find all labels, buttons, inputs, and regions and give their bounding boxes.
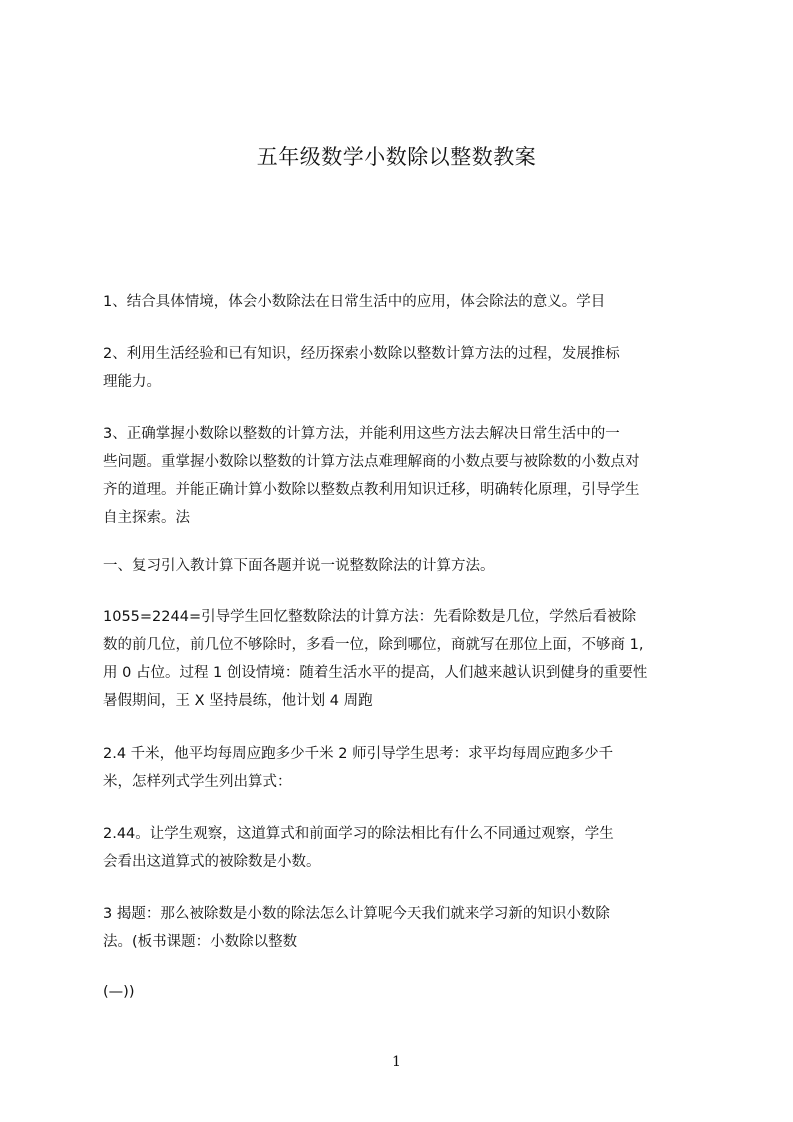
paragraph-line: 2.4 千米，他平均每周应跑多少千米 2 师引导学生思考：求平均每周应跑多少千 <box>103 746 614 762</box>
paragraph-line: 一、复习引入教计算下面各题并说一说整数除法的计算方法。 <box>103 558 495 574</box>
paragraph-line: 米，怎样列式学生列出算式： <box>103 774 292 790</box>
paragraph-line: 3、正确掌握小数除以整数的计算方法，并能利用这些方法去解决日常生活中的一 <box>103 426 620 442</box>
paragraph-line: 2、利用生活经验和已有知识，经历探索小数除以整数计算方法的过程，发展推标 <box>103 346 620 362</box>
paragraph-7 <box>103 820 711 876</box>
paragraph-1 <box>103 288 711 316</box>
paragraph-line: 些问题。重掌握小数除以整数的计算方法点难理解商的小数点要与被除数的小数点对 <box>103 454 640 470</box>
paragraph-4 <box>103 552 711 580</box>
paragraph-line: 齐的道理。并能正确计算小数除以整数点教利用知识迁移，明确转化原理，引导学生 <box>103 482 640 498</box>
paragraph-line: 用 0 占位。过程 1 创设情境：随着生活水平的提高，人们越来越认识到健身的重要性 <box>103 665 648 681</box>
paragraph-line: 会看出这道算式的被除数是小数。 <box>103 854 321 870</box>
paragraph-line: 2.44。让学生观察，这道算式和前面学习的除法相比有什么不同通过观察，学生 <box>103 826 614 842</box>
paragraph-line: 暑假期间，王 X 坚持晨练，他计划 4 周跑 <box>103 693 373 709</box>
paragraph-line: 数的前几位，前几位不够除时，多看一位，除到哪位，商就写在那位上面，不够商 1, <box>103 637 644 653</box>
paragraph-3 <box>103 420 711 532</box>
paragraph-9 <box>103 978 711 1006</box>
paragraph-2 <box>103 340 711 396</box>
paragraph-line: 法。(板书课题：小数除以整数 <box>103 934 298 950</box>
paragraph-8 <box>103 900 711 956</box>
paragraph-line: 理能力。 <box>103 374 161 390</box>
paragraph-line: 自主探索。法 <box>103 510 190 526</box>
paragraph-5 <box>103 603 711 715</box>
paragraph-line: 3 揭题：那么被除数是小数的除法怎么计算呢今天我们就来学习新的知识小数除 <box>103 906 610 922</box>
page-number: 1 <box>392 1054 401 1070</box>
paragraph-6 <box>103 740 711 796</box>
document-title: 五年级数学小数除以整数教案 <box>256 145 537 169</box>
paragraph-line: 1、结合具体情境，体会小数除法在日常生活中的应用，体会除法的意义。学目 <box>103 294 606 310</box>
paragraph-line: (—)) <box>103 984 135 1000</box>
paragraph-line: 1055=2244=引导学生回忆整数除法的计算方法：先看除数是几位，学然后看被除 <box>103 609 637 625</box>
